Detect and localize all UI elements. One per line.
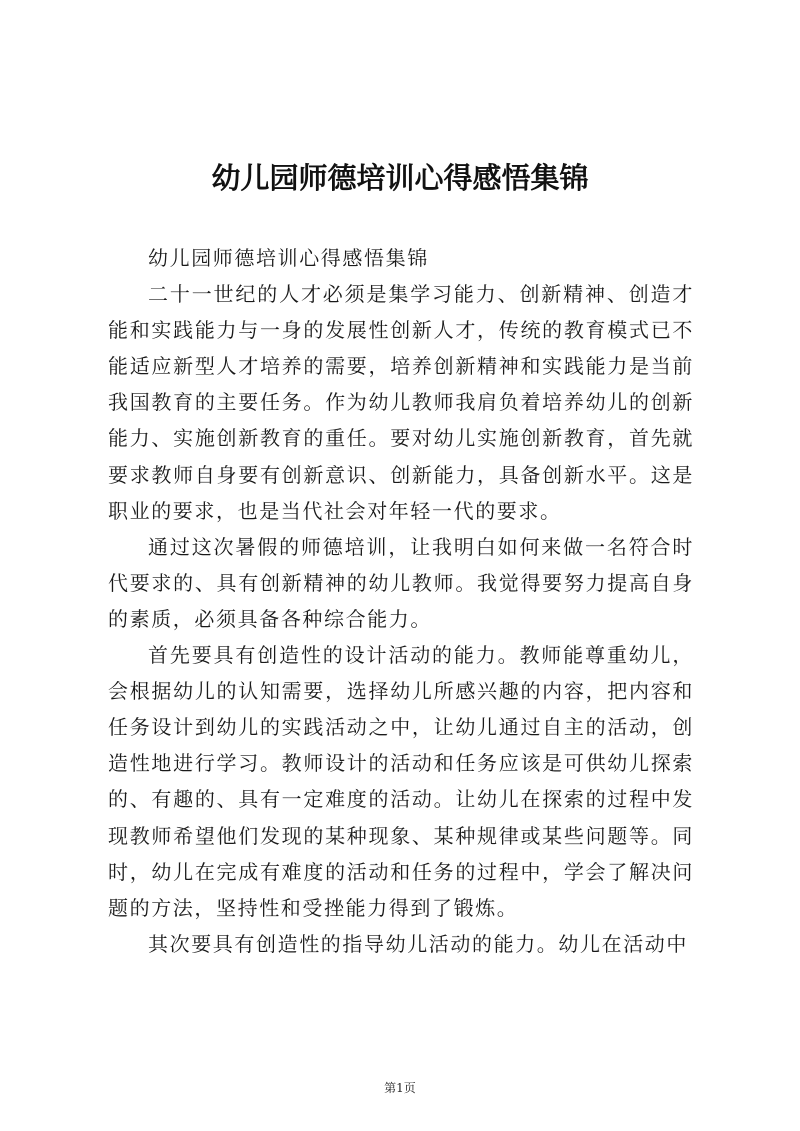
- paragraph-subtitle: 幼儿园师德培训心得感悟集锦: [148, 246, 429, 270]
- paragraph-1: 二十一世纪的人才必须是集学习能力、创新精神、创造才能和实践能力与一身的发展性创新人才，传统的教育模式已不能适应新型人才培养的需要，培养创新精神和实践能力是当前我国教育的主要任务。作为幼儿教师我肩负着培养幼儿的创新能力、实施创新教育的重任。要对幼儿实施创新教育，首先就要求教师自身要有创新意识、创新能力，具备创新水平。这是职业的要求，也是当代社会对年轻一代的要求。: [108, 282, 694, 523]
- paragraph-2: 通过这次暑假的师德培训，让我明白如何来做一名符合时代要求的、具有创新精神的幼儿教师。我觉得要努力提高自身的素质，必须具备各种综合能力。: [108, 534, 694, 631]
- document-title: 幼儿园师德培训心得感悟集锦: [211, 161, 589, 195]
- page-number: 第1页: [384, 1081, 416, 1095]
- paragraph-4: 其次要具有创造性的指导幼儿活动的能力。幼儿在活动中: [148, 931, 688, 956]
- document-body: [108, 240, 694, 962]
- paragraph-3: 首先要具有创造性的设计活动的能力。教师能尊重幼儿，会根据幼儿的认知需要，选择幼儿所感兴趣的内容，把内容和任务设计到幼儿的实践活动之中，让幼儿通过自主的活动，创造性地进行学习。教师设计的活动和任务应该是可供幼儿探索的、有趣的、具有一定难度的活动。让幼儿在探索的过程中发现教师希望他们发现的某种现象、某种规律或某些问题等。同时，幼儿在完成有难度的活动和任务的过程中，学会了解决问题的方法，坚持性和受挫能力得到了锻炼。: [108, 643, 694, 920]
